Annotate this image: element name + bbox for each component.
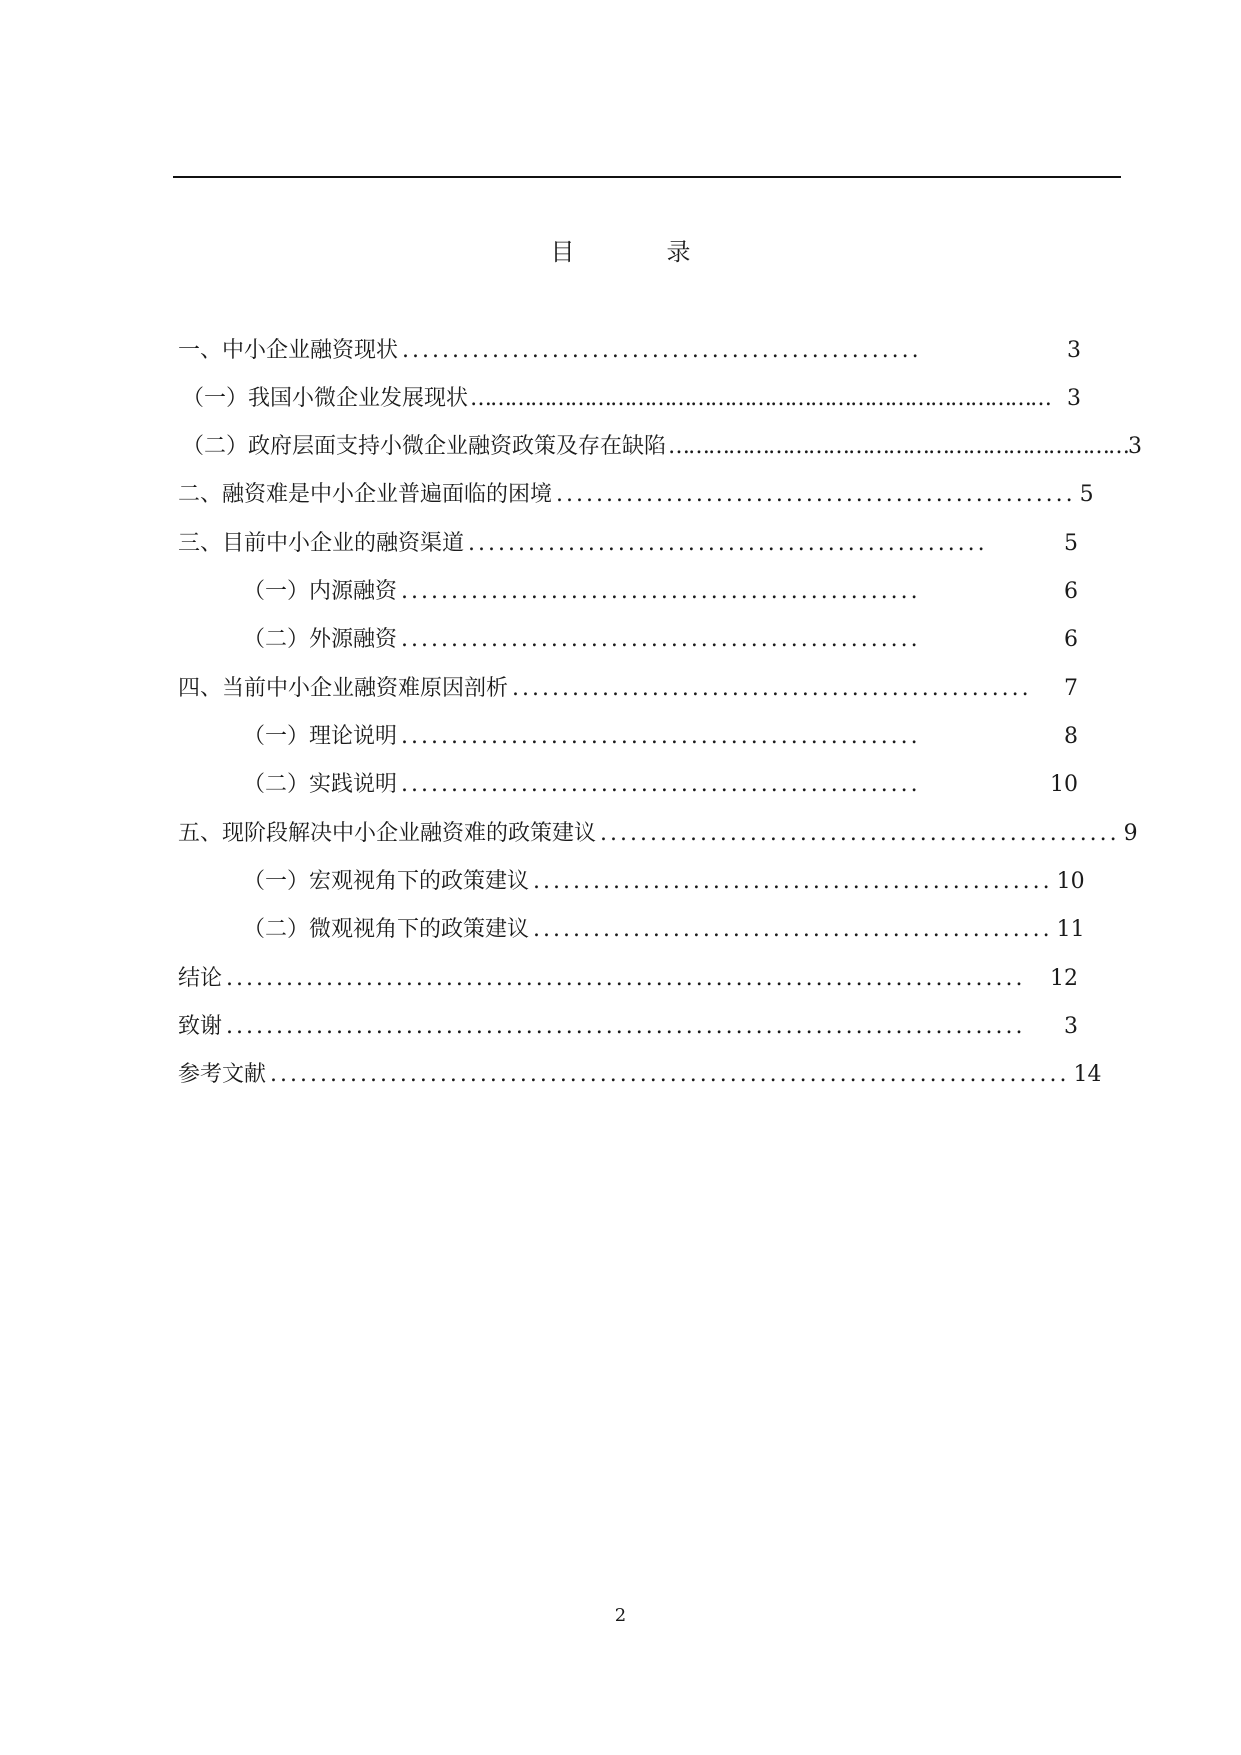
toc-entry[interactable]: [243, 865, 1085, 899]
toc-entry[interactable]: [178, 1010, 1078, 1044]
toc-entry-page: 14: [1073, 1062, 1102, 1087]
toc-entry-page: 8: [1064, 724, 1078, 749]
toc-leader: ................................................................................: [226, 1014, 1026, 1039]
toc-entry[interactable]: [243, 623, 1078, 657]
toc-entry-page: 3: [1064, 1014, 1078, 1039]
toc-entry-page: 5: [1079, 482, 1094, 507]
toc-entry[interactable]: [243, 913, 1085, 947]
toc-entry-label: （一）我国小微企业发展现状: [182, 386, 469, 411]
toc-entry-label: （二）外源融资: [243, 627, 398, 652]
toc-entry-page: 7: [1064, 676, 1078, 701]
toc-entry-label: 四、当前中小企业融资难原因剖析: [178, 676, 509, 701]
toc-entry-label: （一）内源融资: [243, 579, 398, 604]
toc-entry-page: 6: [1064, 627, 1078, 652]
toc-entry[interactable]: [243, 575, 1078, 609]
toc-entry-page: 12: [1050, 966, 1078, 991]
toc-entry-label: 二、融资难是中小企业普遍面临的困境: [178, 482, 553, 507]
toc-entry-label: （一）理论说明: [243, 724, 398, 749]
toc-entry-page: 10: [1056, 869, 1085, 894]
toc-leader: ....................................................: [401, 579, 921, 604]
toc-entry[interactable]: [182, 430, 1143, 464]
toc-leader: ....................................................: [556, 482, 1076, 507]
toc-entry-label: （二）政府层面支持小微企业融资政策及存在缺陷: [182, 434, 667, 459]
toc-entry-page: 3: [1128, 434, 1143, 459]
toc-leader: ................................................................................: [270, 1062, 1070, 1087]
toc-leader: ....................................................: [401, 627, 921, 652]
toc-entry-label: （二）实践说明: [243, 772, 398, 797]
toc-leader: ................................................................................: [226, 966, 1026, 991]
toc-leader: ....................................................: [468, 531, 988, 556]
toc-entry[interactable]: [178, 527, 1078, 561]
toc-entry-page: 3: [1067, 338, 1081, 363]
toc-leader: ....................................................: [402, 338, 922, 363]
toc-entry[interactable]: [182, 382, 1081, 416]
toc-entry-label: 一、中小企业融资现状: [178, 338, 399, 363]
toc-entry-page: 9: [1123, 821, 1138, 846]
toc-entry-page: 11: [1056, 917, 1085, 942]
toc-leader: ....................................................: [533, 869, 1053, 894]
toc-entry[interactable]: [243, 720, 1078, 754]
toc-entry[interactable]: [178, 672, 1078, 706]
toc-entry-page: 10: [1050, 772, 1078, 797]
toc-entry-page: 5: [1064, 531, 1078, 556]
toc-entry[interactable]: [178, 962, 1078, 996]
toc-leader: ....................................................: [533, 917, 1053, 942]
toc-entry-label: 结论: [178, 966, 223, 991]
toc-entry-page: 6: [1064, 579, 1078, 604]
toc-entry-label: （一）宏观视角下的政策建议: [243, 869, 530, 894]
toc-leader: ....................................................: [401, 772, 921, 797]
toc-entry-page: 3: [1067, 386, 1081, 411]
toc-leader: ....................................................: [401, 724, 921, 749]
toc-leader: ……………………………………………………………………………: [470, 386, 1051, 411]
toc-entry[interactable]: [243, 768, 1078, 802]
toc-entry[interactable]: [178, 478, 1094, 512]
toc-leader: ....................................................: [600, 821, 1120, 846]
toc-leader: ……………………………………………………………: [668, 434, 1129, 459]
toc-entry-label: （二）微观视角下的政策建议: [243, 917, 530, 942]
toc-entry[interactable]: [178, 817, 1138, 851]
toc-title: 目 录: [550, 238, 725, 266]
toc-entry-label: 致谢: [178, 1014, 223, 1039]
toc-entry[interactable]: [178, 1058, 1102, 1092]
toc-leader: ....................................................: [512, 676, 1032, 701]
toc-entry-label: 三、目前中小企业的融资渠道: [178, 531, 465, 556]
toc-entry-label: 五、现阶段解决中小企业融资难的政策建议: [178, 821, 597, 846]
toc-entry[interactable]: [178, 334, 1081, 368]
toc-entry-label: 参考文献: [178, 1062, 267, 1087]
page-number: 2: [614, 1605, 627, 1626]
